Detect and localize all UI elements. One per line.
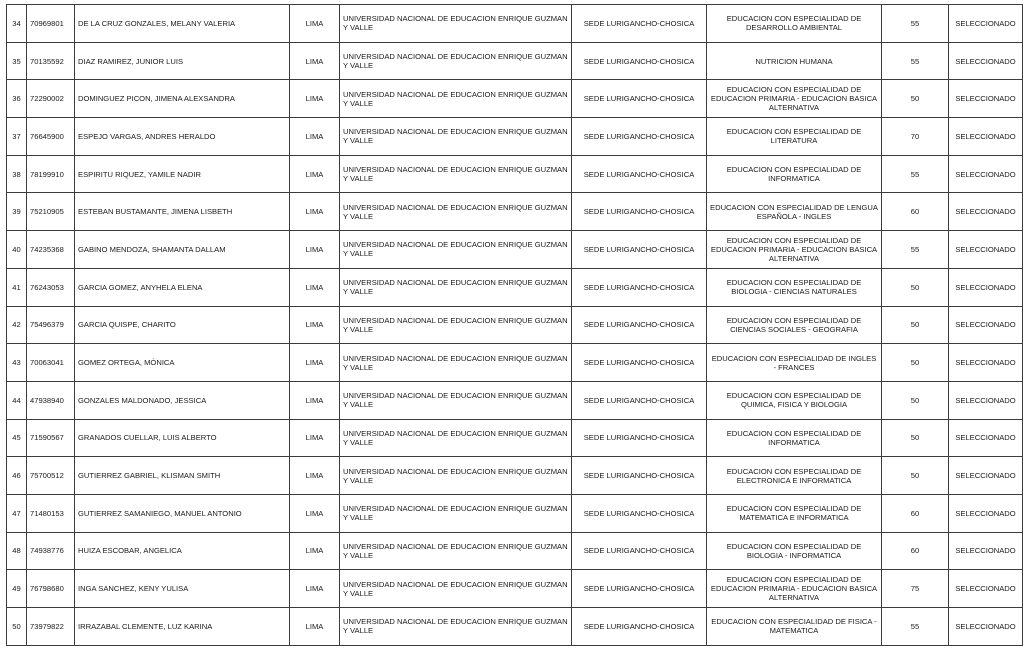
university-cell: UNIVERSIDAD NACIONAL DE EDUCACION ENRIQUE GUZMAN Y VALLE bbox=[340, 419, 572, 457]
dni-cell: 70063041 bbox=[27, 344, 75, 382]
career-cell: EDUCACION CON ESPECIALIDAD DE LITERATURA bbox=[707, 118, 882, 156]
region-cell: LIMA bbox=[290, 80, 340, 118]
region-cell: LIMA bbox=[290, 306, 340, 344]
dni-cell: 75700512 bbox=[27, 457, 75, 495]
status-cell: SELECCIONADO bbox=[949, 80, 1023, 118]
student-name-cell: ESPIRITU RIQUEZ, YAMILE NADIR bbox=[75, 155, 290, 193]
region-cell: LIMA bbox=[290, 608, 340, 646]
student-name-cell: GRANADOS CUELLAR, LUIS ALBERTO bbox=[75, 419, 290, 457]
student-name-cell: INGA SANCHEZ, KENY YULISA bbox=[75, 570, 290, 608]
status-cell: SELECCIONADO bbox=[949, 231, 1023, 269]
region-cell: LIMA bbox=[290, 42, 340, 80]
score-cell: 70 bbox=[882, 118, 949, 156]
dni-cell: 74235368 bbox=[27, 231, 75, 269]
university-cell: UNIVERSIDAD NACIONAL DE EDUCACION ENRIQUE GUZMAN Y VALLE bbox=[340, 608, 572, 646]
score-cell: 55 bbox=[882, 5, 949, 43]
row-number: 43 bbox=[7, 344, 27, 382]
student-name-cell: IRRAZABAL CLEMENTE, LUZ KARINA bbox=[75, 608, 290, 646]
row-number: 42 bbox=[7, 306, 27, 344]
region-cell: LIMA bbox=[290, 532, 340, 570]
table-row bbox=[7, 532, 1023, 570]
career-cell: EDUCACION CON ESPECIALIDAD DE BIOLOGIA - CIENCIAS NATURALES bbox=[707, 268, 882, 306]
results-table bbox=[6, 4, 1023, 646]
table-row bbox=[7, 306, 1023, 344]
region-cell: LIMA bbox=[290, 381, 340, 419]
university-cell: UNIVERSIDAD NACIONAL DE EDUCACION ENRIQUE GUZMAN Y VALLE bbox=[340, 344, 572, 382]
status-cell: SELECCIONADO bbox=[949, 268, 1023, 306]
career-cell: EDUCACION CON ESPECIALIDAD DE DESARROLLO AMBIENTAL bbox=[707, 5, 882, 43]
region-cell: LIMA bbox=[290, 155, 340, 193]
campus-cell: SEDE LURIGANCHO-CHOSICA bbox=[572, 42, 707, 80]
university-cell: UNIVERSIDAD NACIONAL DE EDUCACION ENRIQUE GUZMAN Y VALLE bbox=[340, 306, 572, 344]
table-row bbox=[7, 42, 1023, 80]
university-cell: UNIVERSIDAD NACIONAL DE EDUCACION ENRIQUE GUZMAN Y VALLE bbox=[340, 155, 572, 193]
table-body bbox=[7, 5, 1023, 646]
score-cell: 60 bbox=[882, 193, 949, 231]
campus-cell: SEDE LURIGANCHO-CHOSICA bbox=[572, 5, 707, 43]
dni-cell: 76243053 bbox=[27, 268, 75, 306]
dni-cell: 70135592 bbox=[27, 42, 75, 80]
career-cell: EDUCACION CON ESPECIALIDAD DE EDUCACION PRIMARIA - EDUCACION BASICA ALTERNATIVA bbox=[707, 80, 882, 118]
table-row bbox=[7, 419, 1023, 457]
region-cell: LIMA bbox=[290, 5, 340, 43]
score-cell: 60 bbox=[882, 494, 949, 532]
student-name-cell: GARCIA QUISPE, CHARITO bbox=[75, 306, 290, 344]
table-row bbox=[7, 494, 1023, 532]
score-cell: 60 bbox=[882, 532, 949, 570]
region-cell: LIMA bbox=[290, 457, 340, 495]
student-name-cell: ESPEJO VARGAS, ANDRES HERALDO bbox=[75, 118, 290, 156]
status-cell: SELECCIONADO bbox=[949, 494, 1023, 532]
student-name-cell: GARCIA GOMEZ, ANYHELA ELENA bbox=[75, 268, 290, 306]
status-cell: SELECCIONADO bbox=[949, 118, 1023, 156]
university-cell: UNIVERSIDAD NACIONAL DE EDUCACION ENRIQUE GUZMAN Y VALLE bbox=[340, 532, 572, 570]
university-cell: UNIVERSIDAD NACIONAL DE EDUCACION ENRIQUE GUZMAN Y VALLE bbox=[340, 118, 572, 156]
university-cell: UNIVERSIDAD NACIONAL DE EDUCACION ENRIQUE GUZMAN Y VALLE bbox=[340, 570, 572, 608]
table-row bbox=[7, 570, 1023, 608]
table-row bbox=[7, 231, 1023, 269]
score-cell: 55 bbox=[882, 608, 949, 646]
career-cell: NUTRICION HUMANA bbox=[707, 42, 882, 80]
dni-cell: 76798680 bbox=[27, 570, 75, 608]
score-cell: 50 bbox=[882, 419, 949, 457]
university-cell: UNIVERSIDAD NACIONAL DE EDUCACION ENRIQUE GUZMAN Y VALLE bbox=[340, 268, 572, 306]
status-cell: SELECCIONADO bbox=[949, 193, 1023, 231]
status-cell: SELECCIONADO bbox=[949, 457, 1023, 495]
results-sheet bbox=[6, 4, 1022, 646]
table-row bbox=[7, 193, 1023, 231]
dni-cell: 71480153 bbox=[27, 494, 75, 532]
student-name-cell: GUTIERREZ SAMANIEGO, MANUEL ANTONIO bbox=[75, 494, 290, 532]
status-cell: SELECCIONADO bbox=[949, 532, 1023, 570]
score-cell: 75 bbox=[882, 570, 949, 608]
student-name-cell: DIAZ RAMIREZ, JUNIOR LUIS bbox=[75, 42, 290, 80]
score-cell: 50 bbox=[882, 80, 949, 118]
campus-cell: SEDE LURIGANCHO-CHOSICA bbox=[572, 231, 707, 269]
student-name-cell: HUIZA ESCOBAR, ANGELICA bbox=[75, 532, 290, 570]
dni-cell: 72290002 bbox=[27, 80, 75, 118]
row-number: 34 bbox=[7, 5, 27, 43]
status-cell: SELECCIONADO bbox=[949, 608, 1023, 646]
university-cell: UNIVERSIDAD NACIONAL DE EDUCACION ENRIQUE GUZMAN Y VALLE bbox=[340, 457, 572, 495]
score-cell: 55 bbox=[882, 231, 949, 269]
career-cell: EDUCACION CON ESPECIALIDAD DE EDUCACION PRIMARIA - EDUCACION BASICA ALTERNATIVA bbox=[707, 570, 882, 608]
dni-cell: 71590567 bbox=[27, 419, 75, 457]
row-number: 36 bbox=[7, 80, 27, 118]
campus-cell: SEDE LURIGANCHO-CHOSICA bbox=[572, 306, 707, 344]
student-name-cell: GUTIERREZ GABRIEL, KLISMAN SMITH bbox=[75, 457, 290, 495]
row-number: 38 bbox=[7, 155, 27, 193]
table-row bbox=[7, 344, 1023, 382]
student-name-cell: ESTEBAN BUSTAMANTE, JIMENA LISBETH bbox=[75, 193, 290, 231]
region-cell: LIMA bbox=[290, 268, 340, 306]
row-number: 35 bbox=[7, 42, 27, 80]
status-cell: SELECCIONADO bbox=[949, 42, 1023, 80]
career-cell: EDUCACION CON ESPECIALIDAD DE ELECTRONICA E INFORMATICA bbox=[707, 457, 882, 495]
university-cell: UNIVERSIDAD NACIONAL DE EDUCACION ENRIQUE GUZMAN Y VALLE bbox=[340, 381, 572, 419]
campus-cell: SEDE LURIGANCHO-CHOSICA bbox=[572, 344, 707, 382]
campus-cell: SEDE LURIGANCHO-CHOSICA bbox=[572, 532, 707, 570]
university-cell: UNIVERSIDAD NACIONAL DE EDUCACION ENRIQUE GUZMAN Y VALLE bbox=[340, 231, 572, 269]
row-number: 47 bbox=[7, 494, 27, 532]
region-cell: LIMA bbox=[290, 193, 340, 231]
dni-cell: 47938940 bbox=[27, 381, 75, 419]
campus-cell: SEDE LURIGANCHO-CHOSICA bbox=[572, 494, 707, 532]
career-cell: EDUCACION CON ESPECIALIDAD DE CIENCIAS SOCIALES - GEOGRAFIA bbox=[707, 306, 882, 344]
dni-cell: 78199910 bbox=[27, 155, 75, 193]
score-cell: 50 bbox=[882, 381, 949, 419]
campus-cell: SEDE LURIGANCHO-CHOSICA bbox=[572, 457, 707, 495]
table-row bbox=[7, 118, 1023, 156]
table-row bbox=[7, 5, 1023, 43]
score-cell: 55 bbox=[882, 42, 949, 80]
career-cell: EDUCACION CON ESPECIALIDAD DE QUIMICA, FISICA Y BIOLOGIA bbox=[707, 381, 882, 419]
university-cell: UNIVERSIDAD NACIONAL DE EDUCACION ENRIQUE GUZMAN Y VALLE bbox=[340, 494, 572, 532]
dni-cell: 75496379 bbox=[27, 306, 75, 344]
university-cell: UNIVERSIDAD NACIONAL DE EDUCACION ENRIQUE GUZMAN Y VALLE bbox=[340, 80, 572, 118]
campus-cell: SEDE LURIGANCHO-CHOSICA bbox=[572, 608, 707, 646]
score-cell: 50 bbox=[882, 344, 949, 382]
university-cell: UNIVERSIDAD NACIONAL DE EDUCACION ENRIQUE GUZMAN Y VALLE bbox=[340, 42, 572, 80]
campus-cell: SEDE LURIGANCHO-CHOSICA bbox=[572, 570, 707, 608]
career-cell: EDUCACION CON ESPECIALIDAD DE INFORMATICA bbox=[707, 155, 882, 193]
region-cell: LIMA bbox=[290, 494, 340, 532]
region-cell: LIMA bbox=[290, 118, 340, 156]
score-cell: 50 bbox=[882, 306, 949, 344]
career-cell: EDUCACION CON ESPECIALIDAD DE INFORMATICA bbox=[707, 419, 882, 457]
row-number: 46 bbox=[7, 457, 27, 495]
table-row bbox=[7, 381, 1023, 419]
student-name-cell: GABINO MENDOZA, SHAMANTA DALLAM bbox=[75, 231, 290, 269]
student-name-cell: DE LA CRUZ GONZALES, MELANY VALERIA bbox=[75, 5, 290, 43]
row-number: 49 bbox=[7, 570, 27, 608]
campus-cell: SEDE LURIGANCHO-CHOSICA bbox=[572, 118, 707, 156]
row-number: 40 bbox=[7, 231, 27, 269]
region-cell: LIMA bbox=[290, 344, 340, 382]
status-cell: SELECCIONADO bbox=[949, 570, 1023, 608]
student-name-cell: GONZALES MALDONADO, JESSICA bbox=[75, 381, 290, 419]
dni-cell: 76645900 bbox=[27, 118, 75, 156]
status-cell: SELECCIONADO bbox=[949, 344, 1023, 382]
status-cell: SELECCIONADO bbox=[949, 381, 1023, 419]
table-row bbox=[7, 457, 1023, 495]
career-cell: EDUCACION CON ESPECIALIDAD DE MATEMATICA E INFORMATICA bbox=[707, 494, 882, 532]
campus-cell: SEDE LURIGANCHO-CHOSICA bbox=[572, 193, 707, 231]
region-cell: LIMA bbox=[290, 231, 340, 269]
campus-cell: SEDE LURIGANCHO-CHOSICA bbox=[572, 155, 707, 193]
career-cell: EDUCACION CON ESPECIALIDAD DE BIOLOGIA - INFORMATICA bbox=[707, 532, 882, 570]
row-number: 44 bbox=[7, 381, 27, 419]
university-cell: UNIVERSIDAD NACIONAL DE EDUCACION ENRIQUE GUZMAN Y VALLE bbox=[340, 193, 572, 231]
status-cell: SELECCIONADO bbox=[949, 155, 1023, 193]
dni-cell: 74938776 bbox=[27, 532, 75, 570]
row-number: 41 bbox=[7, 268, 27, 306]
row-number: 37 bbox=[7, 118, 27, 156]
table-row bbox=[7, 155, 1023, 193]
table-row bbox=[7, 608, 1023, 646]
table-row bbox=[7, 80, 1023, 118]
region-cell: LIMA bbox=[290, 419, 340, 457]
career-cell: EDUCACION CON ESPECIALIDAD DE INGLES - FRANCES bbox=[707, 344, 882, 382]
status-cell: SELECCIONADO bbox=[949, 419, 1023, 457]
score-cell: 55 bbox=[882, 155, 949, 193]
row-number: 39 bbox=[7, 193, 27, 231]
table-row bbox=[7, 268, 1023, 306]
status-cell: SELECCIONADO bbox=[949, 5, 1023, 43]
career-cell: EDUCACION CON ESPECIALIDAD DE EDUCACION PRIMARIA - EDUCACION BASICA ALTERNATIVA bbox=[707, 231, 882, 269]
status-cell: SELECCIONADO bbox=[949, 306, 1023, 344]
university-cell: UNIVERSIDAD NACIONAL DE EDUCACION ENRIQUE GUZMAN Y VALLE bbox=[340, 5, 572, 43]
score-cell: 50 bbox=[882, 268, 949, 306]
row-number: 50 bbox=[7, 608, 27, 646]
campus-cell: SEDE LURIGANCHO-CHOSICA bbox=[572, 80, 707, 118]
student-name-cell: DOMINGUEZ PICON, JIMENA ALEXSANDRA bbox=[75, 80, 290, 118]
dni-cell: 75210905 bbox=[27, 193, 75, 231]
student-name-cell: GOMEZ ORTEGA, MÓNICA bbox=[75, 344, 290, 382]
row-number: 45 bbox=[7, 419, 27, 457]
row-number: 48 bbox=[7, 532, 27, 570]
score-cell: 50 bbox=[882, 457, 949, 495]
career-cell: EDUCACION CON ESPECIALIDAD DE LENGUA ESPAÑOLA - INGLES bbox=[707, 193, 882, 231]
campus-cell: SEDE LURIGANCHO-CHOSICA bbox=[572, 268, 707, 306]
campus-cell: SEDE LURIGANCHO-CHOSICA bbox=[572, 381, 707, 419]
region-cell: LIMA bbox=[290, 570, 340, 608]
career-cell: EDUCACION CON ESPECIALIDAD DE FISICA - MATEMATICA bbox=[707, 608, 882, 646]
dni-cell: 73979822 bbox=[27, 608, 75, 646]
dni-cell: 70969801 bbox=[27, 5, 75, 43]
campus-cell: SEDE LURIGANCHO-CHOSICA bbox=[572, 419, 707, 457]
